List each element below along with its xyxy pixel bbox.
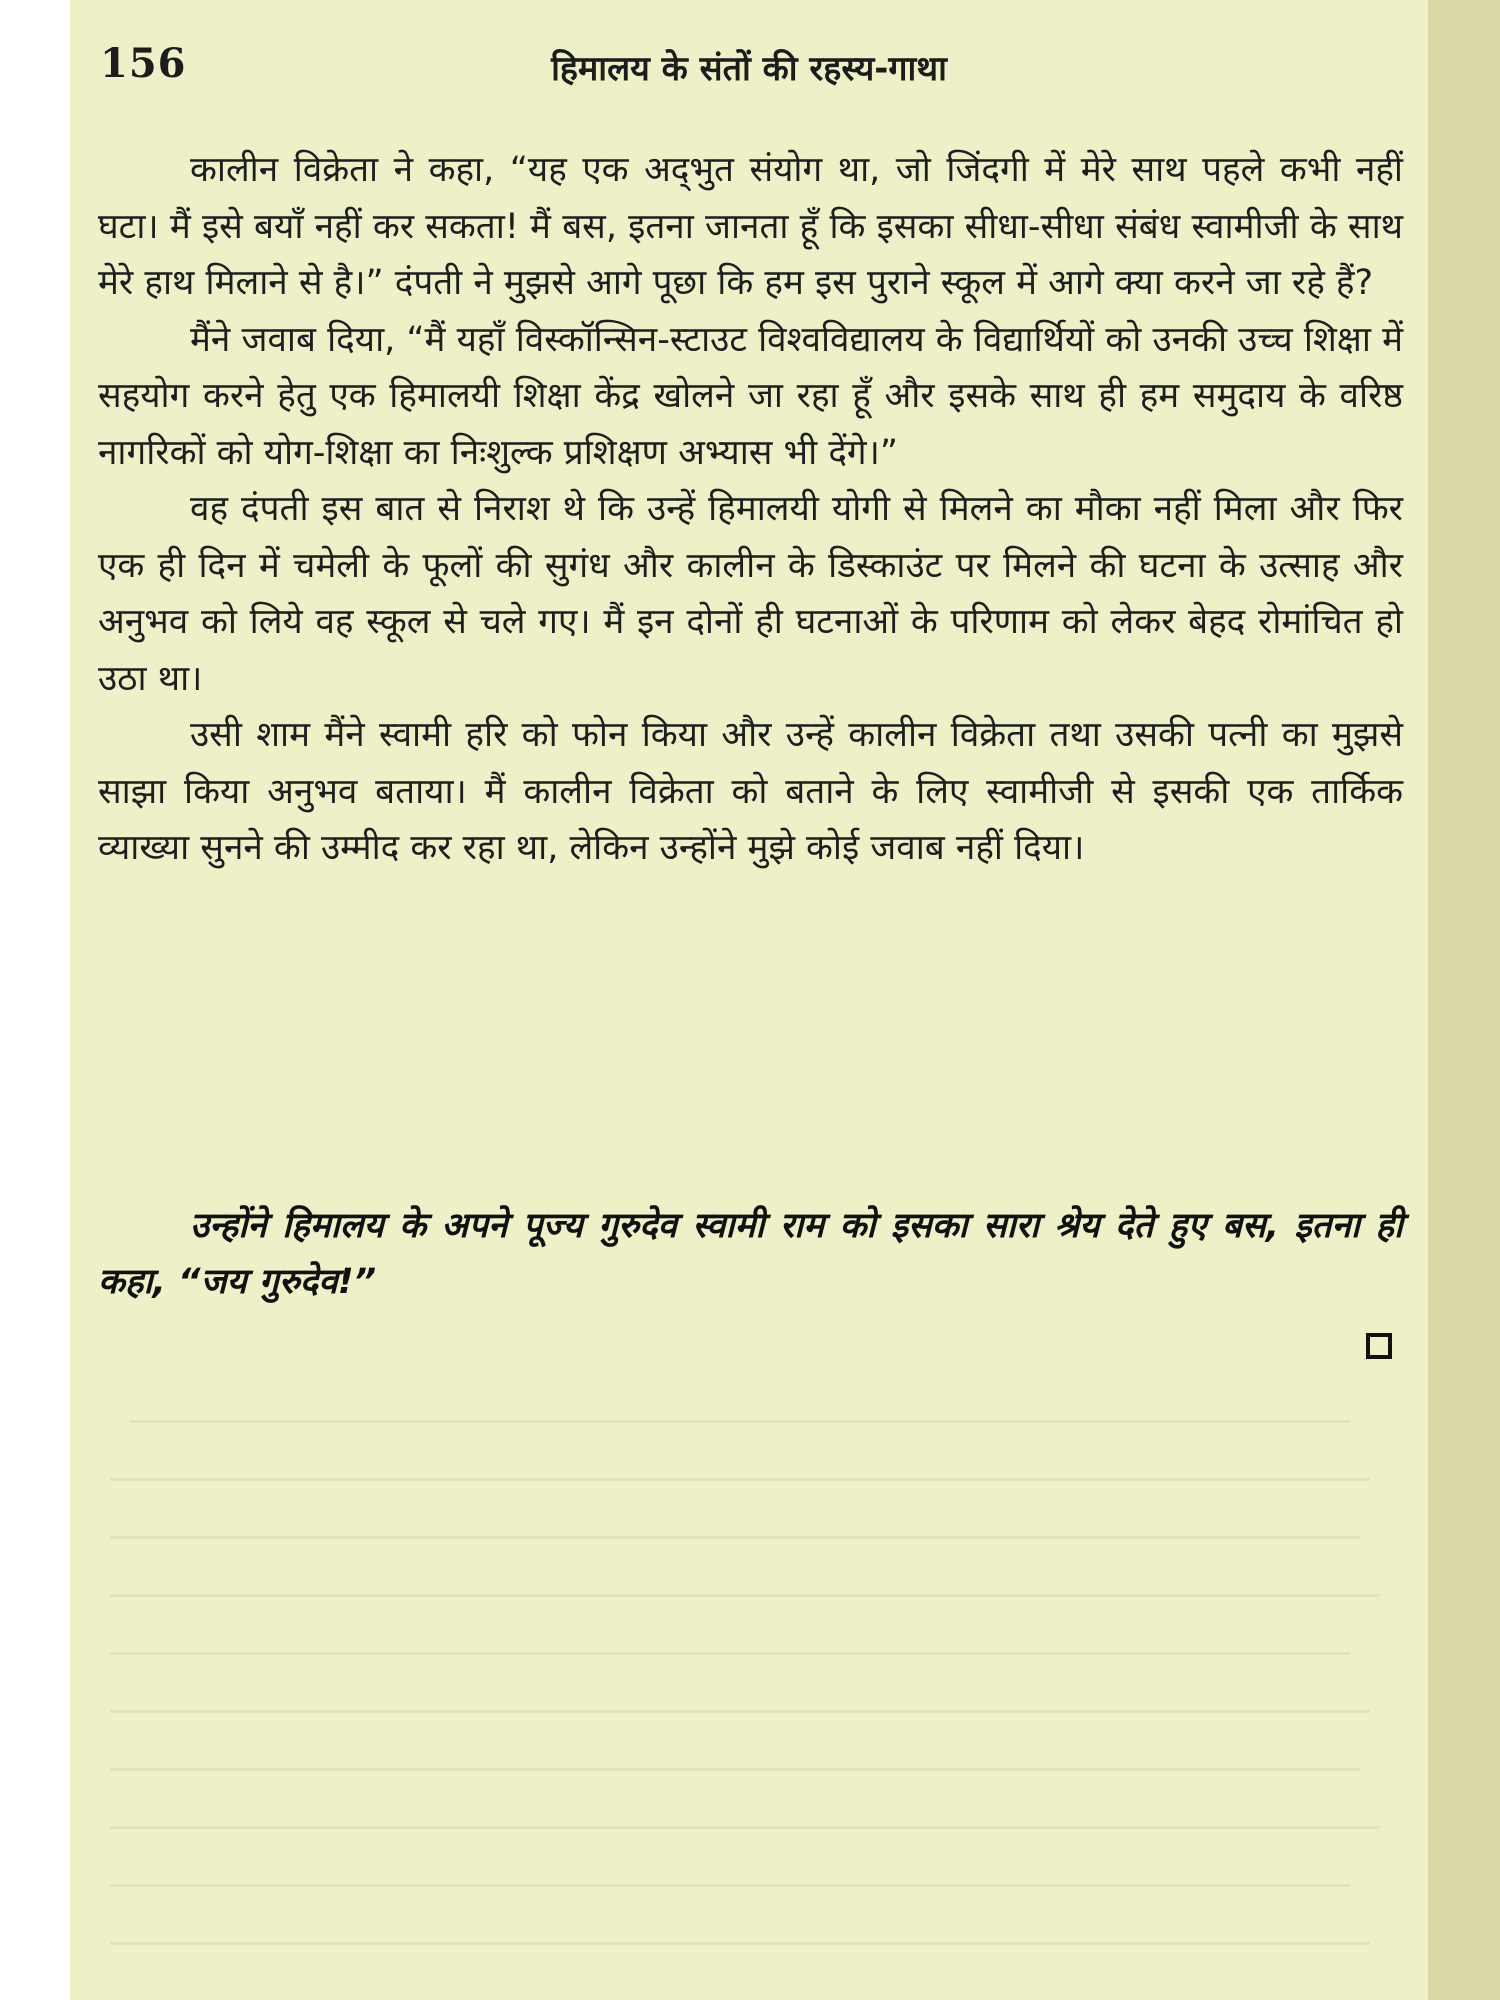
body-text (98, 142, 1403, 877)
book-page (70, 0, 1428, 2000)
page-number: 156 (100, 40, 187, 87)
end-of-chapter-square-icon (1366, 1333, 1392, 1359)
running-title: हिमालय के संतों की रहस्य-गाथा (551, 49, 947, 89)
paragraph-1: कालीन विक्रेता ने कहा, “यह एक अद्‌भुत संयोग था, जो जिंदगी में मेरे साथ पहले कभी नहीं घटा। मैं इसे बयाँ नहीं कर सकता! मैं बस, इतना जानता हूँ कि इसका सीधा-सीधा संबंध स्वामीजी के साथ मेरे हाथ मिलाने से है।” दंपती ने मुझसे आगे पूछा कि हम इस पुराने स्कूल में आगे क्या करने जा रहे हैं? (98, 150, 1403, 303)
page-header (100, 40, 1398, 100)
closing-paragraph: उन्होंने हिमालय के अपने पूज्य गुरुदेव स्वामी राम को इसका सारा श्रेय देते हुए बस, इतना ही कहा, “जय गुरुदेव!” (98, 1206, 1403, 1302)
paragraph-3: वह दंपती इस बात से निराश थे कि उन्हें हिमालयी योगी से मिलने का मौका नहीं मिला और फिर एक ही दिन में चमेली के फूलों की सुगंध और कालीन के डिस्काउंट पर मिलने की घटना के उत्साह और अनुभव को लिये वह स्कूल से चले गए। मैं इन दोनों ही घटनाओं के परिणाम को लेकर बेहद रोमांचित हो उठा था। (98, 489, 1403, 699)
paragraph-4: उसी शाम मैंने स्वामी हरि को फोन किया और उन्हें कालीन विक्रेता तथा उसकी पत्नी का मुझसे साझा किया अनुभव बताया। मैं कालीन विक्रेता को बताने के लिए स्वामीजी से इसकी एक तार्किक व्याख्या सुनने की उम्मीद कर रहा था, लेकिन उन्होंने मुझे कोई जवाब नहीं दिया। (98, 715, 1403, 868)
page-edge (1428, 0, 1500, 2000)
paragraph-2: मैंने जवाब दिया, “मैं यहाँ विस्कॉन्सिन-स्टाउट विश्वविद्यालय के विद्यार्थियों को उनकी उच्च शिक्षा में सहयोग करने हेतु एक हिमालयी शिक्षा केंद्र खोलने जा रहा हूँ और इसके साथ ही हम समुदाय के वरिष्ठ नागरिकों को योग-शिक्षा का निःशुल्क प्रशिक्षण अभ्यास भी देंगे।” (98, 319, 1403, 473)
